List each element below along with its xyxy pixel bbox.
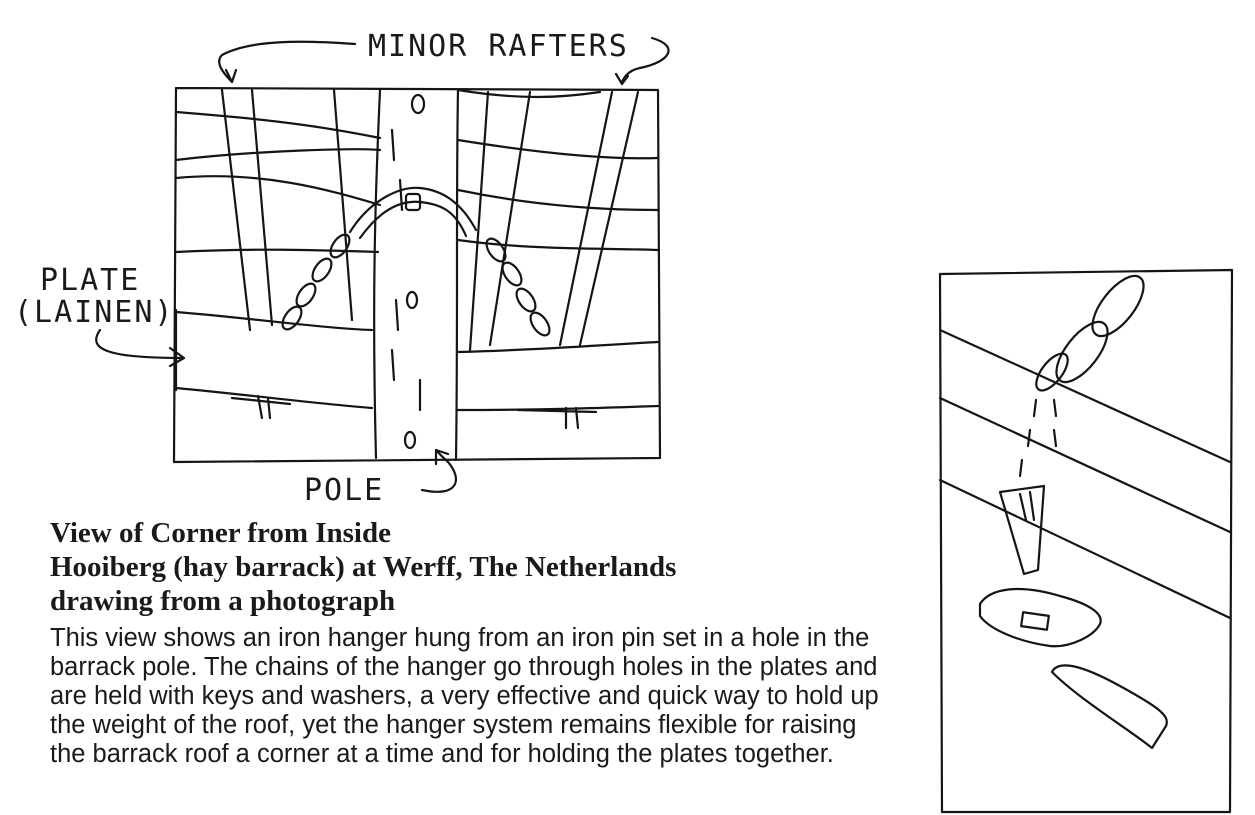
washer	[980, 589, 1101, 646]
label-plate-sub: (LAINEN)	[14, 295, 175, 330]
main-frame	[174, 88, 660, 462]
rafters-leader-left	[219, 42, 355, 82]
plate-beam-left	[176, 312, 372, 330]
corner-view-sketch	[14, 29, 669, 508]
caption-subtitle: Hooiberg (hay barrack) at Werff, The Netherlands	[50, 551, 677, 583]
minor-rafter-right	[470, 92, 488, 350]
pole	[456, 90, 458, 460]
detail-chain	[1031, 268, 1153, 396]
detail-plate-edge	[940, 398, 1230, 532]
pin-hole	[405, 432, 415, 448]
pole	[374, 90, 380, 458]
pin-hole	[407, 292, 417, 308]
pin-hole	[412, 95, 424, 113]
detail-sketch	[940, 268, 1232, 812]
detail-frame	[940, 270, 1232, 812]
label-minor-rafters: MINOR RAFTERS	[368, 29, 629, 64]
detail-plate-edge	[940, 330, 1230, 462]
plate-beam-right	[458, 406, 658, 410]
roof-batten	[458, 190, 658, 210]
detail-plate-edge	[940, 480, 1230, 618]
minor-rafter-left	[334, 90, 352, 320]
label-pole: POLE	[304, 473, 385, 508]
caption-title: View of Corner from Inside	[50, 517, 391, 549]
washer-hole	[1021, 612, 1049, 629]
plate-beam-right	[458, 342, 658, 352]
roof-batten	[176, 176, 380, 205]
minor-rafter-right	[580, 92, 638, 345]
roof-batten	[458, 140, 658, 158]
plate-leader	[96, 330, 184, 366]
caption-body: This view shows an iron hanger hung from an iron pin set in a hole in the barrack pole. The chains of the hanger go through holes in the plates and are held with keys and washers, a very effective and quick way to hold up the weight of the roof, yet the hanger system remains flexible for raising the barrack roof a corner at a time and for holding the plates together.	[50, 624, 879, 768]
caption-source: drawing from a photograph	[50, 585, 396, 617]
roof-batten	[176, 149, 380, 160]
minor-rafter-right	[560, 92, 612, 345]
plate-beam-left	[176, 388, 372, 408]
key-piece	[1052, 665, 1167, 748]
caption	[50, 516, 890, 769]
chain-left	[279, 231, 353, 332]
minor-rafter-left	[252, 90, 272, 325]
key-wedge-slot	[1020, 492, 1034, 520]
pole-leader	[422, 450, 456, 492]
label-plate: PLATE	[40, 263, 141, 298]
minor-rafter-left	[222, 90, 250, 330]
pole-grain	[392, 130, 420, 410]
roof-batten	[176, 112, 380, 138]
key-right	[518, 408, 596, 428]
